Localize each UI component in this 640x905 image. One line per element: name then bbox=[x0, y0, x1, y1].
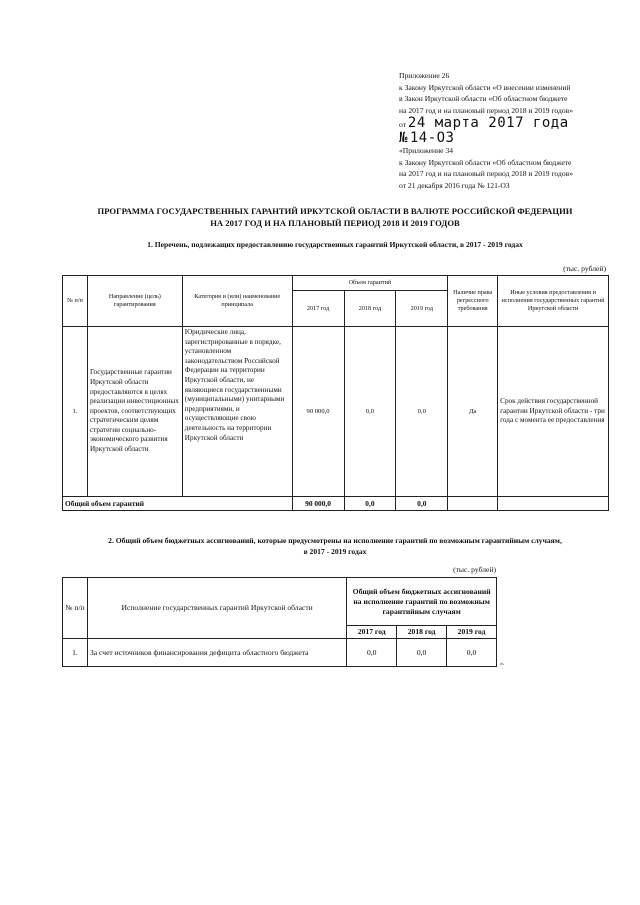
cell-regress: Да bbox=[448, 327, 498, 497]
col-2018-header: 2018 год bbox=[344, 291, 396, 327]
cell-num: 1. bbox=[63, 327, 88, 497]
total-label: Общий объем гарантий bbox=[63, 497, 293, 511]
cell-text: За счет источников финансирования дефицита областного бюджета bbox=[87, 639, 346, 667]
col-2017-header: 2017 год bbox=[347, 626, 397, 639]
col-regress-header: Наличие права регрессного требования bbox=[448, 276, 498, 327]
title-line: ПРОГРАММА ГОСУДАРСТВЕННЫХ ГАРАНТИЙ ИРКУТСКОЙ ОБЛАСТИ В ВАЛЮТЕ РОССИЙСКОЙ ФЕДЕРАЦИИ bbox=[97, 206, 573, 216]
header-line: в Закон Иркутской области «Об областном бюджете bbox=[399, 94, 568, 103]
cell-2017: 0,0 bbox=[347, 639, 397, 667]
col-execution-header: Исполнение государственных гарантий Иркутской области bbox=[87, 578, 346, 639]
cell-2019: 0,0 bbox=[396, 327, 448, 497]
col-total-header: Общий объем бюджетных ассигнований на исполнение гарантий по возможным гарантийным случаям bbox=[347, 578, 497, 626]
cell-conditions: Срок действия государственной гарантии Иркутской области - три года с момента ее предоставления bbox=[498, 327, 609, 497]
header-line: «Приложение 34 bbox=[399, 146, 454, 155]
header-number bbox=[399, 131, 639, 146]
col-direction-header: Направление (цель) гарантирования bbox=[87, 276, 182, 327]
col-category-header: Категория и (или) наименование принципала bbox=[182, 276, 292, 327]
number-prefix: № bbox=[399, 129, 408, 146]
cell-2018: 0,0 bbox=[397, 639, 447, 667]
date-prefix: от bbox=[399, 120, 407, 129]
header-line: от 21 декабря 2016 года № 121-ОЗ bbox=[399, 180, 510, 190]
section2-heading bbox=[60, 536, 610, 557]
closing-quote-mark: ». bbox=[500, 661, 505, 667]
total-2018: 0,0 bbox=[344, 497, 396, 511]
header-date bbox=[399, 116, 639, 131]
col-num-header: № п/п bbox=[63, 276, 88, 327]
total-2017: 90 000,0 bbox=[292, 497, 344, 511]
section1-unit: (тыс. рублей) bbox=[563, 264, 606, 273]
total-row bbox=[63, 497, 609, 511]
table-row bbox=[63, 327, 609, 497]
cell-2018: 0,0 bbox=[344, 327, 396, 497]
title-line: НА 2017 ГОД И НА ПЛАНОВЫЙ ПЕРИОД 2018 И 2019 ГОДОВ bbox=[210, 217, 460, 228]
col-2018-header: 2018 год bbox=[397, 626, 447, 639]
col-num-header: № п/п bbox=[63, 578, 88, 639]
col-2017-header: 2017 год bbox=[292, 291, 344, 327]
section2-unit: (тыс. рублей) bbox=[453, 565, 496, 574]
cell-category: Юридические лица, зарегистрированные в порядке, установленном законодательством Российской Федерации на территории Иркутской области, не являющиеся государственными (муниципальными) унитарными предприятиями, и осуществляющие свою деятельность на территории Иркутской области bbox=[182, 327, 292, 497]
total-empty bbox=[448, 497, 498, 511]
col-conditions-header: Иные условия предоставления и исполнения государственных гарантий Иркутской области bbox=[498, 276, 609, 327]
col-volume-header: Объем гарантий bbox=[292, 276, 448, 291]
guarantees-table bbox=[62, 275, 609, 511]
table-row bbox=[63, 639, 497, 667]
header-line: Приложение 26 bbox=[399, 71, 450, 80]
col-2019-header: 2019 год bbox=[396, 291, 448, 327]
cell-2017: 90 000,0 bbox=[292, 327, 344, 497]
cell-num: 1. bbox=[63, 639, 88, 667]
section2-heading-line: 2. Общий объем бюджетных ассигнований, которые предусмотрены на исполнение гарантий по возможным гарантийным случаям, bbox=[108, 536, 562, 545]
cell-direction: Государственные гарантии Иркутской области предоставляются в целях реализации инвестиционных проектов, соответствующих стратегическим целям стратегии социально-экономического развития Иркутской области bbox=[87, 327, 182, 497]
appendix-header bbox=[399, 70, 639, 191]
col-2019-header: 2019 год bbox=[447, 626, 497, 639]
total-empty bbox=[498, 497, 609, 511]
header-line: на 2017 год и на плановый период 2018 и 2019 годов» bbox=[399, 169, 574, 178]
appropriations-table bbox=[62, 577, 497, 667]
header-line: на 2017 год и на плановый период 2018 и 2019 годов» bbox=[399, 105, 574, 115]
total-2019: 0,0 bbox=[396, 497, 448, 511]
section2-heading-line: в 2017 - 2019 годах bbox=[303, 546, 367, 556]
section1-heading: 1. Перечень, подлежащих предоставлению государственных гарантий Иркутской области, в 2017 - 2019 годах bbox=[147, 240, 523, 249]
header-line: к Закону Иркутской области «О внесении изменений bbox=[399, 82, 571, 92]
cell-2019: 0,0 bbox=[447, 639, 497, 667]
date-value: 24 марта 2017 года bbox=[407, 115, 569, 131]
header-line: к Закону Иркутской области «Об областном бюджете bbox=[399, 157, 572, 167]
number-value: 14-ОЗ bbox=[409, 129, 455, 146]
document-title bbox=[60, 206, 610, 229]
